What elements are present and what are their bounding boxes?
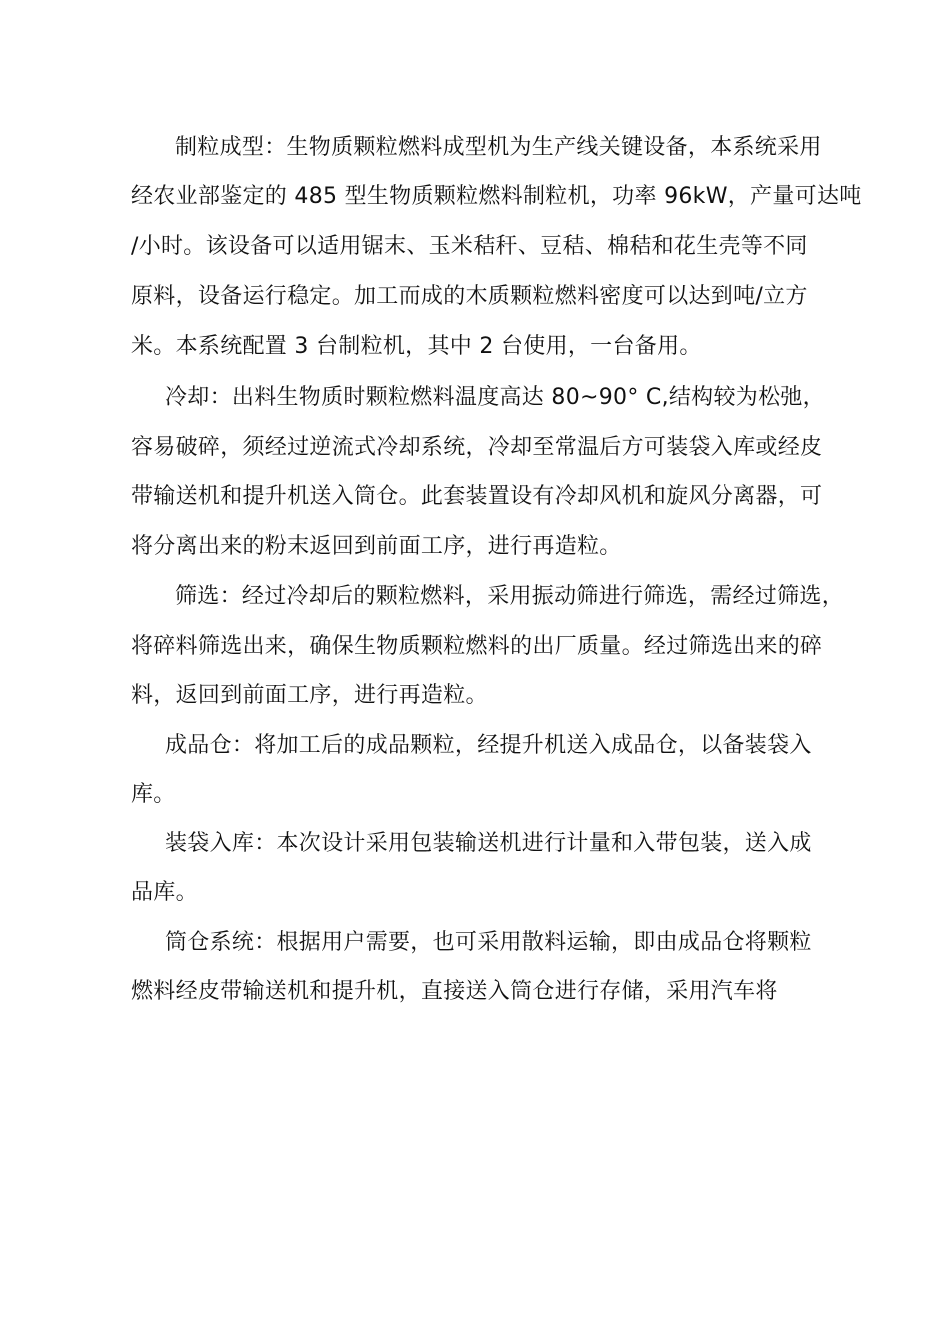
- paragraph-cooling-line-4: 将分离出来的粉末返回到前面工序，进行再造粒。: [131, 534, 622, 559]
- paragraph-bagging-line-2: 品库。: [131, 880, 198, 905]
- paragraph-warehouse-line-1: 成品仓：将加工后的成品颗粒，经提升机送入成品仓，以备装袋入: [165, 733, 812, 758]
- paragraph-screening-line-1: 筛选：经过冷却后的颗粒燃料，采用振动筛进行筛选，需经过筛选，: [175, 584, 845, 609]
- paragraph-granulation-line-5: 米。本系统配置 3 台制粒机，其中 2 台使用，一台备用。: [131, 334, 702, 359]
- paragraph-bagging-line-1: 装袋入库：本次设计采用包装输送机进行计量和入带包装，送入成: [165, 831, 812, 856]
- paragraph-cooling-line-3: 带输送机和提升机送入筒仓。此套装置设有冷却风机和旋风分离器，可: [131, 484, 823, 509]
- paragraph-granulation-line-1: 制粒成型：生物质颗粒燃料成型机为生产线关键设备，本系统采用: [175, 135, 822, 160]
- paragraph-granulation-line-4: 原料，设备运行稳定。加工而成的木质颗粒燃料密度可以达到吨/立方: [131, 284, 808, 309]
- paragraph-warehouse-line-2: 库。: [131, 782, 176, 807]
- paragraph-cooling-line-2: 容易破碎，须经过逆流式冷却系统，冷却至常温后方可装袋入库或经皮: [131, 435, 823, 460]
- paragraph-silo-line-1: 筒仓系统：根据用户需要，也可采用散料运输，即由成品仓将颗粒: [165, 930, 812, 955]
- paragraph-screening-line-2: 将碎料筛选出来，确保生物质颗粒燃料的出厂质量。经过筛选出来的碎: [131, 634, 823, 659]
- paragraph-granulation-line-3: /小时。该设备可以适用锯末、玉米秸秆、豆秸、棉秸和花生壳等不同: [131, 234, 808, 259]
- paragraph-silo-line-2: 燃料经皮带输送机和提升机，直接送入筒仓进行存储，采用汽车将: [131, 979, 778, 1004]
- paragraph-cooling-line-1: 冷却：出料生物质时颗粒燃料温度高达 80~90° C,结构较为松弛，: [165, 385, 825, 410]
- paragraph-screening-line-3: 料，返回到前面工序，进行再造粒。: [131, 683, 488, 708]
- paragraph-granulation-line-2: 经农业部鉴定的 485 型生物质颗粒燃料制粒机，功率 96kW，产量可达吨: [131, 184, 862, 209]
